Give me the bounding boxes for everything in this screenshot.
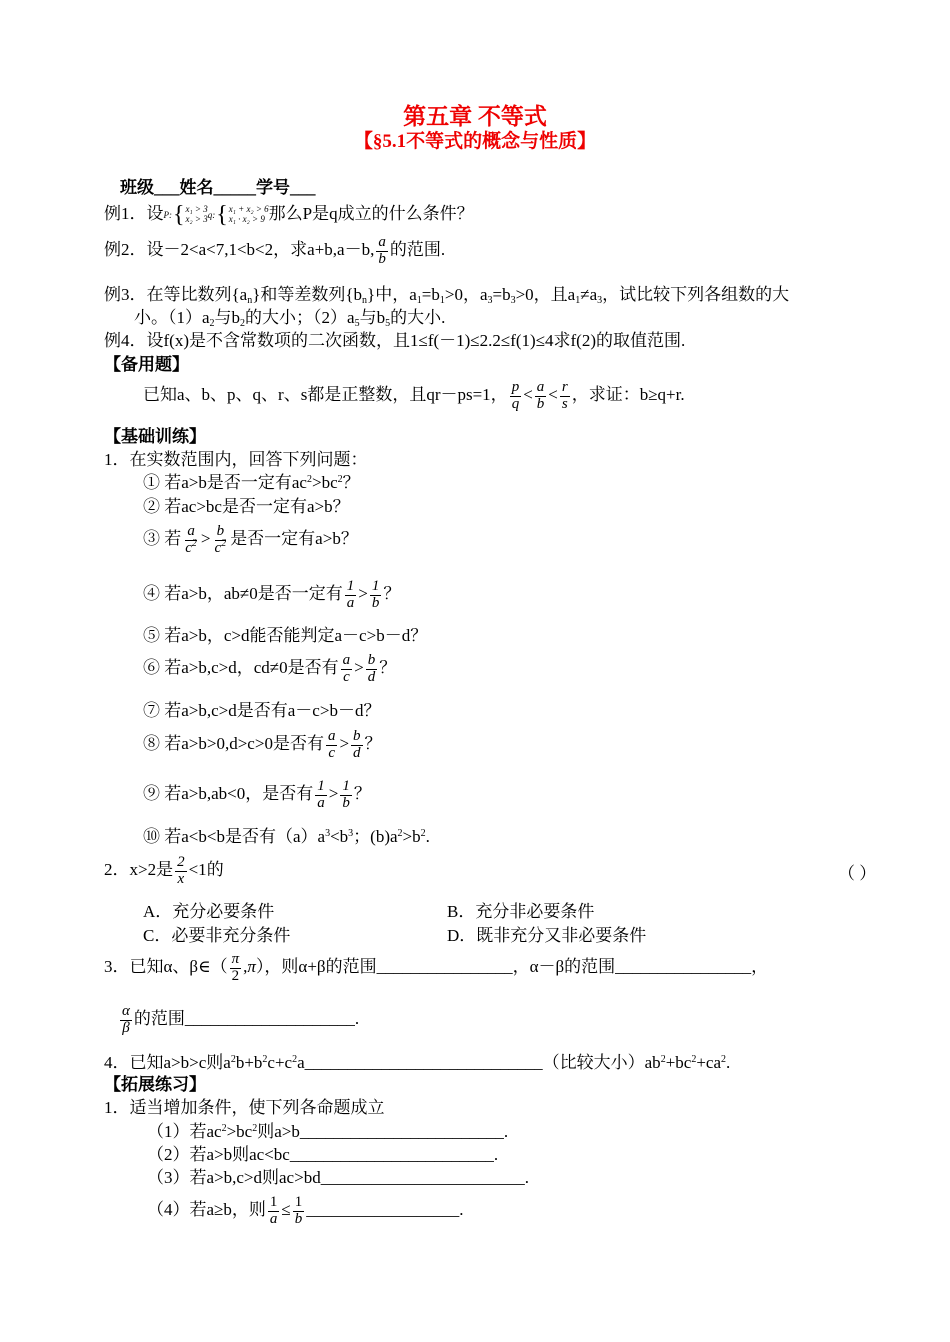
q1-item-2: ② 若ac>bc是否一定有a>b？ [143,497,350,516]
option-d: D．既非充分又非必要条件 [447,926,647,945]
q1-item-1: ① 若a>b是否一定有$ac^2>bc^2$？ [143,473,360,492]
example-1: 例1．设 P : { x₁ > 3 x₂ > 3 q : { x₁ + x₂ > 6 x₁ · x₂ > 9 那么P是q成立的什么条件？ [104,202,474,228]
extension-question-1: 1．适当增加条件，使下列各命题成立 [104,1098,385,1117]
q1-item-3: ③ 若 $\frac{a}{c^2}$ > $\frac{b}{c^2}$ 是否一定有a>b？ [143,523,358,556]
example-3-line1: 例3．在等比数列$\{a_n\}$和等差数列$\{b_n\}$中，$a_1=b_1>0$，$a_3=b_3>0$，且$a_1\ne a_3$，试比较下列各组数的大 [104,285,790,306]
condition-q: q : { x₁ + x₂ > 6 x₁ · x₂ > 9 [207,202,269,228]
condition-p: P : { x₁ > 3 x₂ > 3 [163,202,208,228]
extension-heading: 【拓展练习】 [104,1075,206,1094]
q1-item-4: ④ 若a>b，ab≠0是否一定有 $\frac{1}{a}$ > $\frac{1}{b}$ ？ [143,578,401,611]
q1-item-6: ⑥ 若a>b,c>d，cd≠0是否有 $\frac{a}{c}$ > $\frac{b}{d}$ ？ [143,652,397,685]
extension-item-1: （1）若$ac^2>bc^2$则a>b________________________. [147,1122,509,1141]
student-info-line: 班级___姓名_____学号___ [120,178,316,197]
option-b: B．充分非必要条件 [447,902,595,921]
q1-item-8: ⑧ 若a>b>0,d>c>0是否有 $\frac{a}{c}$ > $\frac{b}{d}$ ？ [143,728,382,761]
question-3-line2: $\frac{\alpha}{\beta}$ 的范围____________________. [122,1003,360,1036]
example-3-line2: 小。$(1)a_2$与$b_2$的大小；$(2)a_5$与$b_5$的大小. [134,308,446,329]
option-a: A．充分必要条件 [143,902,275,921]
example-4: 例4．设f(x)是不含常数项的二次函数，且1≤f(－1)≤2.2≤f(1)≤4求f(2)的取值范围. [104,331,686,350]
backup-heading: 【备用题】 [104,355,189,374]
q1-item-7: ⑦ 若a>b,c>d是否有a－c>b－d？ [143,701,381,720]
option-c: C．必要非充分条件 [143,926,291,945]
extension-item-3: （3）若a>b,c>d则ac>bd________________________. [147,1168,529,1187]
q1-item-9: ⑨ 若a>b,ab<0，是否有 $\frac{1}{a}$ > $\frac{1}{b}$ ？ [143,778,371,811]
question-2: 2．x>2是 $\frac{2}{x}$ <1的 [104,854,224,887]
extension-item-2: （2）若a>b则ac<bc________________________. [147,1145,499,1164]
example-2: 例2．设－2<a<7,1<b<2，求a+b,a－b, $\frac{a}{b}$ 的范围. [104,234,446,267]
question-3-line1: 3．已知α、β∈（ $\frac{\pi}{2}$ ,π），则α+β的范围________________，α－β的范围________________， [104,951,769,984]
section-subtitle: 【§5.1不等式的概念与性质】 [353,131,597,152]
basic-heading: 【基础训练】 [104,427,206,446]
extension-item-4: （4）若a≥b，则 $\frac{1}{a}$ ≤ $\frac{1}{b}$ __________________. [147,1194,464,1227]
q1-item-10: ⑩ 若a<b<b是否有$(a)a^3<b^3$；$(b)a^2>b^2$. [143,827,430,846]
q1-item-5: ⑤ 若a>b，c>d能否能判定a－c>b－d？ [143,626,428,645]
backup-problem: 已知a、b、p、q、r、s都是正整数，且qr－ps=1， $\frac{p}{q}$ < $\frac{a}{b}$ < $\frac{r}{s}$ ，求证：b≥q+r. [143,379,685,412]
fraction-a-over-b: $\frac{a}{b}$ [378,234,386,267]
answer-bracket: （ ） [838,864,877,883]
page-title: 第五章 不等式 [403,104,547,129]
question-1: 1．在实数范围内，回答下列问题： [104,450,368,469]
question-4: 4．已知a>b>c则$a^2b+b^2c+c^2a\_\_\_\_\_\_\_\_\_\_\_\_\_\_\_\_\_\_\_\_\_\_\_\_\_\_\_\_$（比较大小）$ab^2+bc^2+ca^2$. [104,1053,731,1072]
